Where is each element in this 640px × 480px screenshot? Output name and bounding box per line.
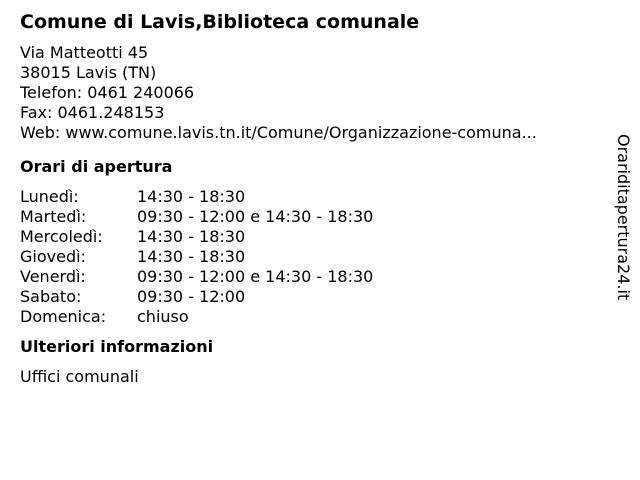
hours-row-tuesday — [20, 207, 610, 227]
hours-time: chiuso — [137, 307, 189, 326]
address-block — [20, 43, 610, 143]
hours-time: 09:30 - 12:00 — [137, 287, 246, 306]
address-city: 38015 Lavis (TN) — [20, 63, 157, 82]
hours-day: Venerdì: — [20, 267, 86, 286]
page-title: Comune di Lavis,Biblioteca comunale — [20, 11, 420, 33]
hours-row-monday — [20, 187, 610, 207]
info-text: Uffici comunali — [20, 367, 139, 386]
hours-day: Lunedì: — [20, 187, 79, 206]
fax-number: Fax: 0461.248153 — [20, 103, 165, 122]
website-link[interactable]: Web: www.comune.lavis.tn.it/Comune/Organizzazione-comuna... — [20, 123, 537, 142]
hours-time: 14:30 - 18:30 — [137, 247, 246, 266]
hours-day: Giovedì: — [20, 247, 86, 266]
hours-time: 09:30 - 12:00 e 14:30 - 18:30 — [137, 207, 374, 226]
hours-heading: Orari di apertura — [20, 157, 173, 176]
hours-time: 09:30 - 12:00 e 14:30 - 18:30 — [137, 267, 374, 286]
hours-day: Domenica: — [20, 307, 107, 326]
hours-row-saturday — [20, 287, 610, 307]
hours-time: 14:30 - 18:30 — [137, 187, 246, 206]
opening-hours-table — [20, 187, 610, 327]
hours-row-friday — [20, 267, 610, 287]
hours-time: 14:30 - 18:30 — [137, 227, 246, 246]
hours-row-sunday — [20, 307, 610, 327]
phone-number: Telefon: 0461 240066 — [20, 83, 195, 102]
hours-row-thursday — [20, 247, 610, 267]
hours-day: Mercoledì: — [20, 227, 103, 246]
hours-row-wednesday — [20, 227, 610, 247]
hours-day: Martedì: — [20, 207, 87, 226]
listing-card — [20, 10, 610, 387]
info-heading: Ulteriori informazioni — [20, 337, 214, 356]
site-brand-vertical: Orariditapertura24.it — [614, 134, 633, 301]
hours-day: Sabato: — [20, 287, 82, 306]
address-street: Via Matteotti 45 — [20, 43, 149, 62]
